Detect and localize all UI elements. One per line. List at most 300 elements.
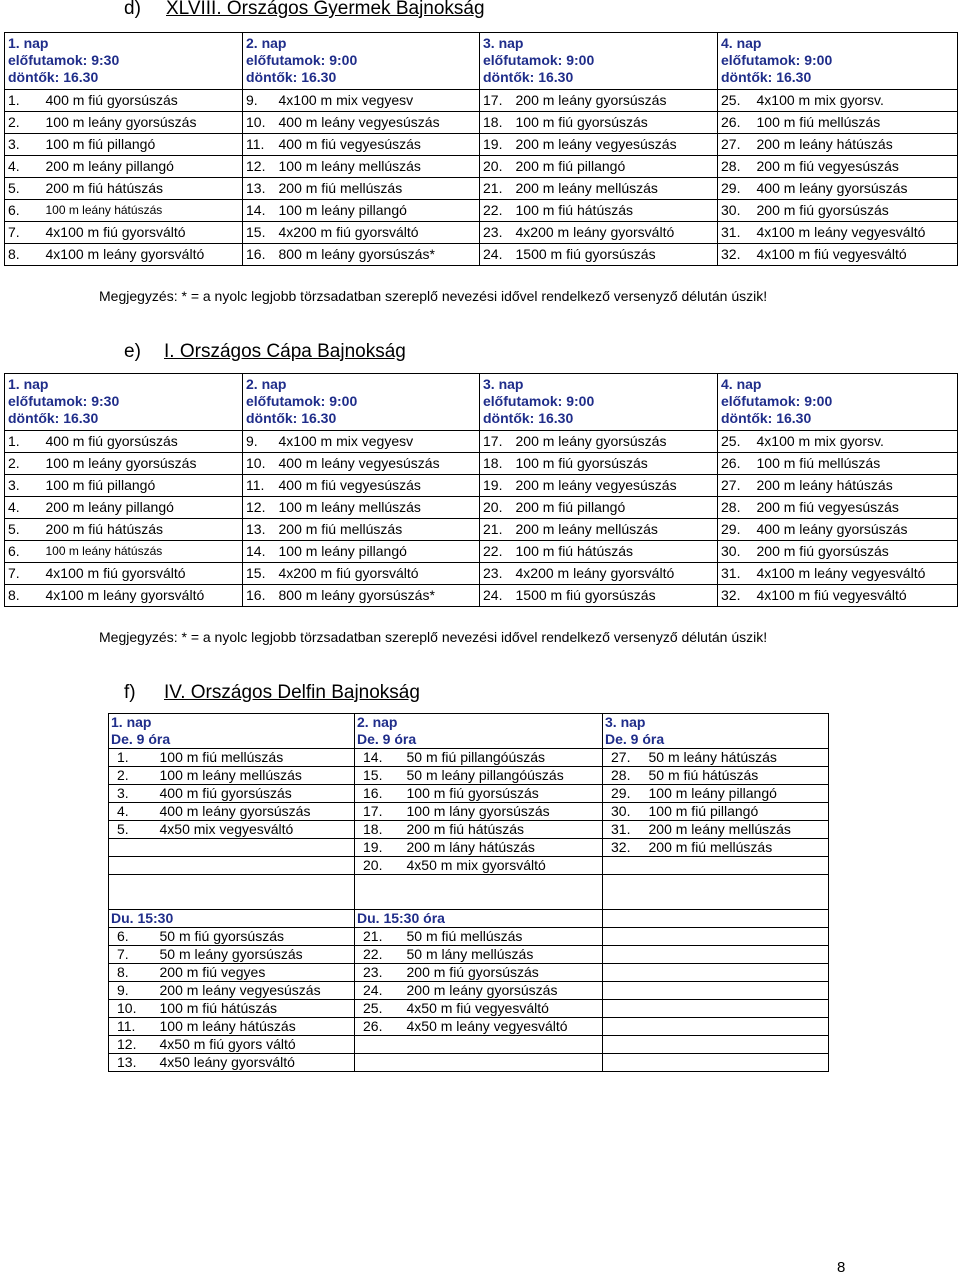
event-name: 200 m fiú hátúszás <box>43 178 243 200</box>
event-number: 11. <box>109 1018 156 1036</box>
day-header-finals: döntők: 16.30 <box>721 410 812 426</box>
event-row <box>5 222 958 244</box>
event-number: 25. <box>718 431 754 453</box>
delfin-event-row <box>109 946 829 964</box>
event-name: 100 m leány mellúszás <box>156 767 355 785</box>
event-name: 400 m leány gyorsúszás <box>156 803 355 821</box>
day-header-heats: előfutamok: 9:00 <box>721 393 833 409</box>
day-header-cell <box>5 374 243 431</box>
event-number <box>355 1054 403 1072</box>
event-number: 15. <box>243 563 276 585</box>
day-header-finals: döntők: 16.30 <box>8 69 99 85</box>
event-number: 1. <box>5 431 43 453</box>
event-name <box>156 857 355 875</box>
event-number: 2. <box>5 112 43 134</box>
event-number: 3. <box>5 134 43 156</box>
event-name: 200 m leány vegyesúszás <box>156 982 355 1000</box>
event-number: 8. <box>109 964 156 982</box>
event-number: 6. <box>109 928 156 946</box>
event-number: 29. <box>718 178 754 200</box>
event-number: 11. <box>243 475 276 497</box>
event-number: 18. <box>480 112 513 134</box>
event-number: 12. <box>243 156 276 178</box>
day-header-row <box>5 33 958 90</box>
day-header-cell <box>480 33 718 90</box>
event-number: 16. <box>243 244 276 266</box>
event-name: 4x200 m leány gyorsváltó <box>513 563 718 585</box>
event-name: 200 m leány pillangó <box>43 497 243 519</box>
event-number: 13. <box>243 178 276 200</box>
event-number: 7. <box>5 222 43 244</box>
event-number: 27. <box>603 749 645 767</box>
event-row <box>5 178 958 200</box>
event-number: 9. <box>109 982 156 1000</box>
event-number: 2. <box>109 767 156 785</box>
day-header-cell <box>5 33 243 90</box>
event-number: 12. <box>243 497 276 519</box>
empty-cell <box>603 1018 829 1036</box>
event-name: 200 m fiú hátúszás <box>43 519 243 541</box>
event-name: 100 m fiú hátúszás <box>156 1000 355 1018</box>
event-number: 22. <box>480 541 513 563</box>
event-number: 26. <box>355 1018 403 1036</box>
event-name: 200 m leány gyorsúszás <box>513 431 718 453</box>
event-number: 25. <box>355 1000 403 1018</box>
event-name: 100 m leány pillangó <box>276 541 480 563</box>
event-number: 20. <box>355 857 403 875</box>
event-name: 200 m fiú gyorsúszás <box>403 964 603 982</box>
event-name: 50 m fiú hátúszás <box>645 767 829 785</box>
event-row <box>5 156 958 178</box>
event-number: 5. <box>5 519 43 541</box>
event-name: 100 m leány gyorsúszás <box>43 112 243 134</box>
event-number: 21. <box>355 928 403 946</box>
event-name: 1500 m fiú gyorsúszás <box>513 244 718 266</box>
event-name: 400 m leány vegyesúszás <box>276 112 480 134</box>
event-number: 10. <box>243 453 276 475</box>
event-number: 23. <box>480 563 513 585</box>
event-row <box>5 563 958 585</box>
empty-cell <box>603 1054 829 1072</box>
delfin-event-row <box>109 964 829 982</box>
event-number: 13. <box>243 519 276 541</box>
event-number: 20. <box>480 497 513 519</box>
event-number <box>603 857 645 875</box>
section-d-title: XLVIII. Országos Gyermek Bajnokság <box>166 0 485 19</box>
event-name: 50 m fiú pillangóúszás <box>403 749 603 767</box>
event-number: 14. <box>243 200 276 222</box>
empty-cell <box>603 982 829 1000</box>
event-number: 29. <box>603 785 645 803</box>
delfin-morning-header-row <box>109 714 829 749</box>
event-name: 400 m leány gyorsúszás <box>754 178 958 200</box>
day-header-day: 1. nap <box>8 35 49 51</box>
delfin-afternoon-header: Du. 15:30 óra <box>355 910 603 928</box>
schedule-table-e <box>4 373 958 607</box>
event-name: 100 m leány mellúszás <box>276 156 480 178</box>
event-number: 19. <box>355 839 403 857</box>
event-row <box>5 112 958 134</box>
event-name: 4x50 m fiú vegyesváltó <box>403 1000 603 1018</box>
event-row <box>5 200 958 222</box>
day-header-heats: előfutamok: 9:00 <box>483 52 595 68</box>
event-name: 100 m leány mellúszás <box>276 497 480 519</box>
event-name <box>645 857 829 875</box>
event-row <box>5 541 958 563</box>
day-header-cell <box>718 374 958 431</box>
event-name: 100 m fiú gyorsúszás <box>403 785 603 803</box>
delfin-day-header <box>603 714 829 749</box>
event-number: 5. <box>5 178 43 200</box>
event-name: 4x200 m fiú gyorsváltó <box>276 222 480 244</box>
event-number: 32. <box>718 585 754 607</box>
delfin-day-time: De. 9 óra <box>111 731 171 747</box>
delfin-event-row <box>109 785 829 803</box>
event-name: 50 m leány hátúszás <box>645 749 829 767</box>
event-name: 400 m leány gyorsúszás <box>754 519 958 541</box>
event-number: 24. <box>480 244 513 266</box>
event-name: 4x50 m leány vegyesváltó <box>403 1018 603 1036</box>
event-name: 400 m fiú gyorsúszás <box>156 785 355 803</box>
day-header-day: 4. nap <box>721 35 762 51</box>
delfin-event-row <box>109 1018 829 1036</box>
event-row <box>5 431 958 453</box>
event-number: 22. <box>355 946 403 964</box>
event-name: 200 m leány vegyesúszás <box>513 134 718 156</box>
event-name: 800 m leány gyorsúszás* <box>276 244 480 266</box>
event-number: 23. <box>355 964 403 982</box>
event-number: 8. <box>5 244 43 266</box>
event-name: 200 m leány hátúszás <box>754 134 958 156</box>
event-number: 19. <box>480 134 513 156</box>
event-name: 4x200 m fiú gyorsváltó <box>276 563 480 585</box>
event-name: 200 m fiú gyorsúszás <box>754 200 958 222</box>
event-number: 3. <box>5 475 43 497</box>
event-name: 4x100 m fiú gyorsváltó <box>43 563 243 585</box>
event-number: 30. <box>603 803 645 821</box>
event-number: 32. <box>718 244 754 266</box>
day-header-heats: előfutamok: 9:30 <box>8 393 120 409</box>
event-name: 100 m fiú hátúszás <box>513 200 718 222</box>
event-number <box>355 1036 403 1054</box>
day-header-day: 3. nap <box>483 35 524 51</box>
event-number: 29. <box>718 519 754 541</box>
event-name: 200 m fiú vegyes <box>156 964 355 982</box>
event-number: 17. <box>480 431 513 453</box>
spacer-cell <box>355 875 603 910</box>
event-name <box>403 1054 603 1072</box>
event-name: 100 m fiú mellúszás <box>754 112 958 134</box>
spacer-cell <box>603 875 829 910</box>
section-e-title: I. Országos Cápa Bajnokság <box>164 341 406 362</box>
event-number: 31. <box>603 821 645 839</box>
day-header-day: 3. nap <box>483 376 524 392</box>
delfin-event-row <box>109 1054 829 1072</box>
event-name: 200 m fiú vegyesúszás <box>754 497 958 519</box>
event-number: 25. <box>718 90 754 112</box>
event-number: 31. <box>718 222 754 244</box>
delfin-day-label: 2. nap <box>357 714 398 730</box>
event-row <box>5 90 958 112</box>
section-d-label: d) <box>124 0 141 19</box>
event-name: 100 m leány hátúszás <box>156 1018 355 1036</box>
event-name: 4x50 mix vegyesváltó <box>156 821 355 839</box>
event-number: 9. <box>243 431 276 453</box>
section-f-heading <box>124 682 420 704</box>
event-number: 12. <box>109 1036 156 1054</box>
day-header-finals: döntők: 16.30 <box>246 69 337 85</box>
event-number: 21. <box>480 519 513 541</box>
event-name: 100 m fiú gyorsúszás <box>513 453 718 475</box>
event-number: 14. <box>243 541 276 563</box>
day-header-day: 2. nap <box>246 376 287 392</box>
event-name <box>156 839 355 857</box>
event-number: 24. <box>355 982 403 1000</box>
event-name: 200 m leány gyorsúszás <box>403 982 603 1000</box>
delfin-event-row <box>109 857 829 875</box>
section-f-label: f) <box>124 682 136 703</box>
event-number: 11. <box>243 134 276 156</box>
event-number: 13. <box>109 1054 156 1072</box>
event-name: 4x100 m fiú vegyesváltó <box>754 244 958 266</box>
note-d: Megjegyzés: * = a nyolc legjobb törzsadatban szereplő nevezési idővel rendelkező versenyző délután úszik! <box>99 288 768 304</box>
event-number: 5. <box>109 821 156 839</box>
event-name: 100 m fiú mellúszás <box>156 749 355 767</box>
event-name: 50 m lány mellúszás <box>403 946 603 964</box>
delfin-event-row <box>109 839 829 857</box>
event-name: 200 m fiú vegyesúszás <box>754 156 958 178</box>
event-name: 200 m fiú mellúszás <box>645 839 829 857</box>
event-name: 200 m leány hátúszás <box>754 475 958 497</box>
delfin-event-row <box>109 1036 829 1054</box>
schedule-table-f <box>108 713 829 1072</box>
event-number: 28. <box>603 767 645 785</box>
event-number: 2. <box>5 453 43 475</box>
event-name <box>403 1036 603 1054</box>
event-number: 1. <box>109 749 156 767</box>
event-name: 50 m leány pillangóúszás <box>403 767 603 785</box>
event-name: 200 m leány gyorsúszás <box>513 90 718 112</box>
event-name: 200 m leány pillangó <box>43 156 243 178</box>
event-number: 30. <box>718 200 754 222</box>
event-name: 4x100 m mix vegyesv <box>276 90 480 112</box>
event-number: 10. <box>109 1000 156 1018</box>
day-header-day: 2. nap <box>246 35 287 51</box>
event-name: 400 m leány vegyesúszás <box>276 453 480 475</box>
event-name: 4x100 m mix gyorsv. <box>754 90 958 112</box>
event-name: 100 m lány gyorsúszás <box>403 803 603 821</box>
event-number: 1. <box>5 90 43 112</box>
day-header-heats: előfutamok: 9:30 <box>8 52 120 68</box>
event-name: 4x100 m fiú vegyesváltó <box>754 585 958 607</box>
event-number: 28. <box>718 497 754 519</box>
day-header-heats: előfutamok: 9:00 <box>246 393 358 409</box>
event-name: 100 m fiú pillangó <box>43 475 243 497</box>
event-name: 200 m leány mellúszás <box>645 821 829 839</box>
page-number: 8 <box>837 1259 846 1276</box>
event-number: 15. <box>355 767 403 785</box>
event-name: 100 m leány hátúszás <box>43 200 243 222</box>
event-number: 16. <box>243 585 276 607</box>
event-number <box>109 839 156 857</box>
event-number: 26. <box>718 453 754 475</box>
event-name: 200 m fiú mellúszás <box>276 178 480 200</box>
event-name: 4x100 m mix vegyesv <box>276 431 480 453</box>
empty-cell <box>603 910 829 928</box>
event-name: 400 m fiú gyorsúszás <box>43 431 243 453</box>
event-number: 3. <box>109 785 156 803</box>
day-header-day: 4. nap <box>721 376 762 392</box>
section-e-label: e) <box>124 341 141 362</box>
event-row <box>5 453 958 475</box>
event-name: 200 m leány vegyesúszás <box>513 475 718 497</box>
day-header-cell <box>480 374 718 431</box>
event-number: 18. <box>480 453 513 475</box>
event-name: 200 m leány mellúszás <box>513 178 718 200</box>
event-number: 16. <box>355 785 403 803</box>
event-name: 100 m fiú hátúszás <box>513 541 718 563</box>
day-header-finals: döntők: 16.30 <box>721 69 812 85</box>
day-header-row <box>5 374 958 431</box>
event-number: 26. <box>718 112 754 134</box>
delfin-event-row <box>109 821 829 839</box>
event-name: 200 m fiú pillangó <box>513 156 718 178</box>
event-name: 100 m leány pillangó <box>276 200 480 222</box>
empty-cell <box>603 1000 829 1018</box>
event-number: 6. <box>5 541 43 563</box>
event-number: 22. <box>480 200 513 222</box>
event-number: 4. <box>109 803 156 821</box>
note-e: Megjegyzés: * = a nyolc legjobb törzsadatban szereplő nevezési idővel rendelkező versenyző délután úszik! <box>99 629 768 645</box>
event-name: 4x100 m leány gyorsváltó <box>43 244 243 266</box>
delfin-day-time: De. 9 óra <box>357 731 417 747</box>
event-number: 17. <box>355 803 403 821</box>
event-name: 400 m fiú vegyesúszás <box>276 475 480 497</box>
delfin-event-row <box>109 749 829 767</box>
event-number: 4. <box>5 497 43 519</box>
delfin-event-row <box>109 982 829 1000</box>
day-header-finals: döntők: 16.30 <box>246 410 337 426</box>
event-name: 100 m fiú pillangó <box>645 803 829 821</box>
event-number: 7. <box>109 946 156 964</box>
event-row <box>5 244 958 266</box>
event-name: 100 m leány hátúszás <box>43 541 243 563</box>
empty-cell <box>603 946 829 964</box>
event-name: 200 m fiú pillangó <box>513 497 718 519</box>
event-name: 200 m fiú gyorsúszás <box>754 541 958 563</box>
event-number: 27. <box>718 475 754 497</box>
event-name: 200 m leány mellúszás <box>513 519 718 541</box>
delfin-spacer-row <box>109 875 829 910</box>
event-name: 100 m leány gyorsúszás <box>43 453 243 475</box>
event-name: 400 m fiú gyorsúszás <box>43 90 243 112</box>
delfin-event-row <box>109 1000 829 1018</box>
day-header-finals: döntők: 16.30 <box>483 410 574 426</box>
event-name: 4x100 m fiú gyorsváltó <box>43 222 243 244</box>
day-header-heats: előfutamok: 9:00 <box>246 52 358 68</box>
day-header-cell <box>243 33 480 90</box>
event-number: 21. <box>480 178 513 200</box>
day-header-cell <box>718 33 958 90</box>
day-header-heats: előfutamok: 9:00 <box>721 52 833 68</box>
event-number: 19. <box>480 475 513 497</box>
empty-cell <box>603 964 829 982</box>
day-header-heats: előfutamok: 9:00 <box>483 393 595 409</box>
event-number: 31. <box>718 563 754 585</box>
event-number: 10. <box>243 112 276 134</box>
event-number: 9. <box>243 90 276 112</box>
event-number: 15. <box>243 222 276 244</box>
event-row <box>5 134 958 156</box>
delfin-event-row <box>109 767 829 785</box>
event-name: 400 m fiú vegyesúszás <box>276 134 480 156</box>
section-e-heading <box>124 341 406 363</box>
delfin-day-label: 3. nap <box>605 714 646 730</box>
empty-cell <box>603 928 829 946</box>
event-name: 4x50 m mix gyorsváltó <box>403 857 603 875</box>
event-name: 200 m lány hátúszás <box>403 839 603 857</box>
event-row <box>5 497 958 519</box>
delfin-event-row <box>109 928 829 946</box>
event-row <box>5 475 958 497</box>
event-name: 100 m leány pillangó <box>645 785 829 803</box>
delfin-afternoon-header: Du. 15:30 <box>109 910 355 928</box>
event-name: 4x100 m leány gyorsváltó <box>43 585 243 607</box>
event-name: 1500 m fiú gyorsúszás <box>513 585 718 607</box>
event-name: 200 m fiú mellúszás <box>276 519 480 541</box>
event-name: 50 m leány gyorsúszás <box>156 946 355 964</box>
event-number: 6. <box>5 200 43 222</box>
day-header-day: 1. nap <box>8 376 49 392</box>
event-name: 4x100 m leány vegyesváltó <box>754 222 958 244</box>
event-row <box>5 519 958 541</box>
event-name: 50 m fiú mellúszás <box>403 928 603 946</box>
event-number: 4. <box>5 156 43 178</box>
spacer-cell <box>109 875 355 910</box>
event-number: 18. <box>355 821 403 839</box>
event-number: 20. <box>480 156 513 178</box>
event-name: 4x100 m leány vegyesváltó <box>754 563 958 585</box>
delfin-event-row <box>109 803 829 821</box>
day-header-finals: döntők: 16.30 <box>483 69 574 85</box>
event-number: 7. <box>5 563 43 585</box>
section-d-heading <box>124 0 485 20</box>
event-number: 17. <box>480 90 513 112</box>
event-name: 100 m fiú pillangó <box>43 134 243 156</box>
delfin-day-header <box>109 714 355 749</box>
event-number: 30. <box>718 541 754 563</box>
event-number: 23. <box>480 222 513 244</box>
delfin-day-header <box>355 714 603 749</box>
day-header-finals: döntők: 16.30 <box>8 410 99 426</box>
event-name: 100 m fiú mellúszás <box>754 453 958 475</box>
section-f-title: IV. Országos Delfin Bajnokság <box>164 682 420 703</box>
event-number: 24. <box>480 585 513 607</box>
event-name: 4x50 leány gyorsváltó <box>156 1054 355 1072</box>
event-name: 4x50 m fiú gyors váltó <box>156 1036 355 1054</box>
event-number: 8. <box>5 585 43 607</box>
event-name: 800 m leány gyorsúszás* <box>276 585 480 607</box>
delfin-afternoon-header-row <box>109 910 829 928</box>
event-name: 50 m fiú gyorsúszás <box>156 928 355 946</box>
delfin-day-label: 1. nap <box>111 714 152 730</box>
delfin-day-time: De. 9 óra <box>605 731 665 747</box>
event-name: 100 m fiú gyorsúszás <box>513 112 718 134</box>
event-name: 4x200 m leány gyorsváltó <box>513 222 718 244</box>
empty-cell <box>603 1036 829 1054</box>
event-name: 4x100 m mix gyorsv. <box>754 431 958 453</box>
event-number: 32. <box>603 839 645 857</box>
